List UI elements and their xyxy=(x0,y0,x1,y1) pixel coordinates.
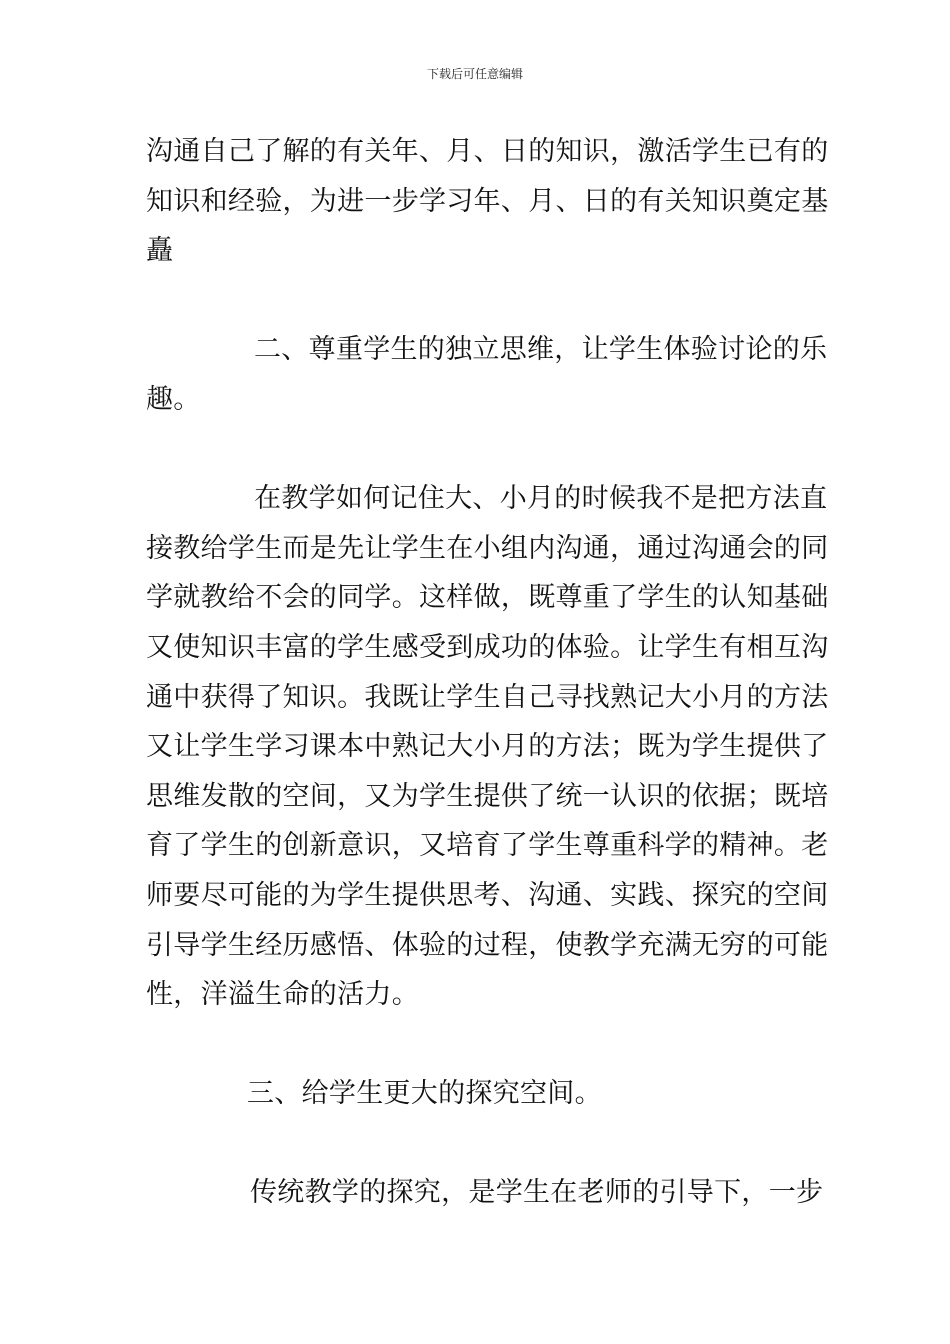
paragraph-line: 引导学生经历感悟、体验的过程，使教学充满无穷的可能 xyxy=(146,929,829,961)
paragraph-line: 知识和经验，为进一步学习年、月、日的有关知识奠定基 xyxy=(146,185,829,217)
document-body xyxy=(146,127,829,1218)
paragraph-line: 师要尽可能的为学生提供思考、沟通、实践、探究的空间 xyxy=(146,879,829,911)
paragraph-line: 育了学生的创新意识，又培育了学生尊重科学的精神。老 xyxy=(146,830,829,862)
section-3-paragraph-line: 传统教学的探究，是学生在老师的引导下，一步 xyxy=(250,1177,824,1209)
paragraph-gap xyxy=(146,1119,808,1169)
section-3-heading: 三、给学生更大的探究空间。 xyxy=(247,1078,602,1110)
paragraph-line: 又让学生学习课本中熟记大小月的方法；既为学生提供了 xyxy=(146,731,829,763)
intro-paragraph xyxy=(146,127,829,276)
paragraph-line: 性，洋溢生命的活力。 xyxy=(146,979,419,1011)
paragraph-line: 沟通自己了解的有关年、月、日的知识，激活学生已有的 xyxy=(146,136,829,167)
paragraph-line: 又使知识丰富的学生感受到成功的体验。让学生有相互沟 xyxy=(146,631,829,663)
paragraph-gap xyxy=(146,276,808,326)
paragraph-gap xyxy=(146,1020,808,1070)
page-header: 下载后可任意编辑 xyxy=(426,67,523,81)
paragraph-line: 接教给学生而是先让学生在小组内沟通，通过沟通会的同 xyxy=(146,532,829,564)
heading-line: 二、尊重学生的独立思维，让学生体验讨论的乐 xyxy=(254,334,828,366)
paragraph-gap xyxy=(146,425,808,475)
paragraph-line: 矗 xyxy=(146,235,174,267)
section-2-paragraph xyxy=(146,474,829,1020)
paragraph-line: 思维发散的空间，又为学生提供了统一认识的依据；既培 xyxy=(146,780,829,812)
heading-line: 趣。 xyxy=(146,383,201,415)
paragraph-line: 学就教给不会的同学。这样做，既尊重了学生的认知基础 xyxy=(146,582,829,614)
paragraph-line: 通中获得了知识。我既让学生自己寻找熟记大小月的方法 xyxy=(146,681,829,713)
paragraph-line: 在教学如何记住大、小月的时候我不是把方法直 xyxy=(254,483,828,515)
section-2-heading xyxy=(146,325,828,424)
